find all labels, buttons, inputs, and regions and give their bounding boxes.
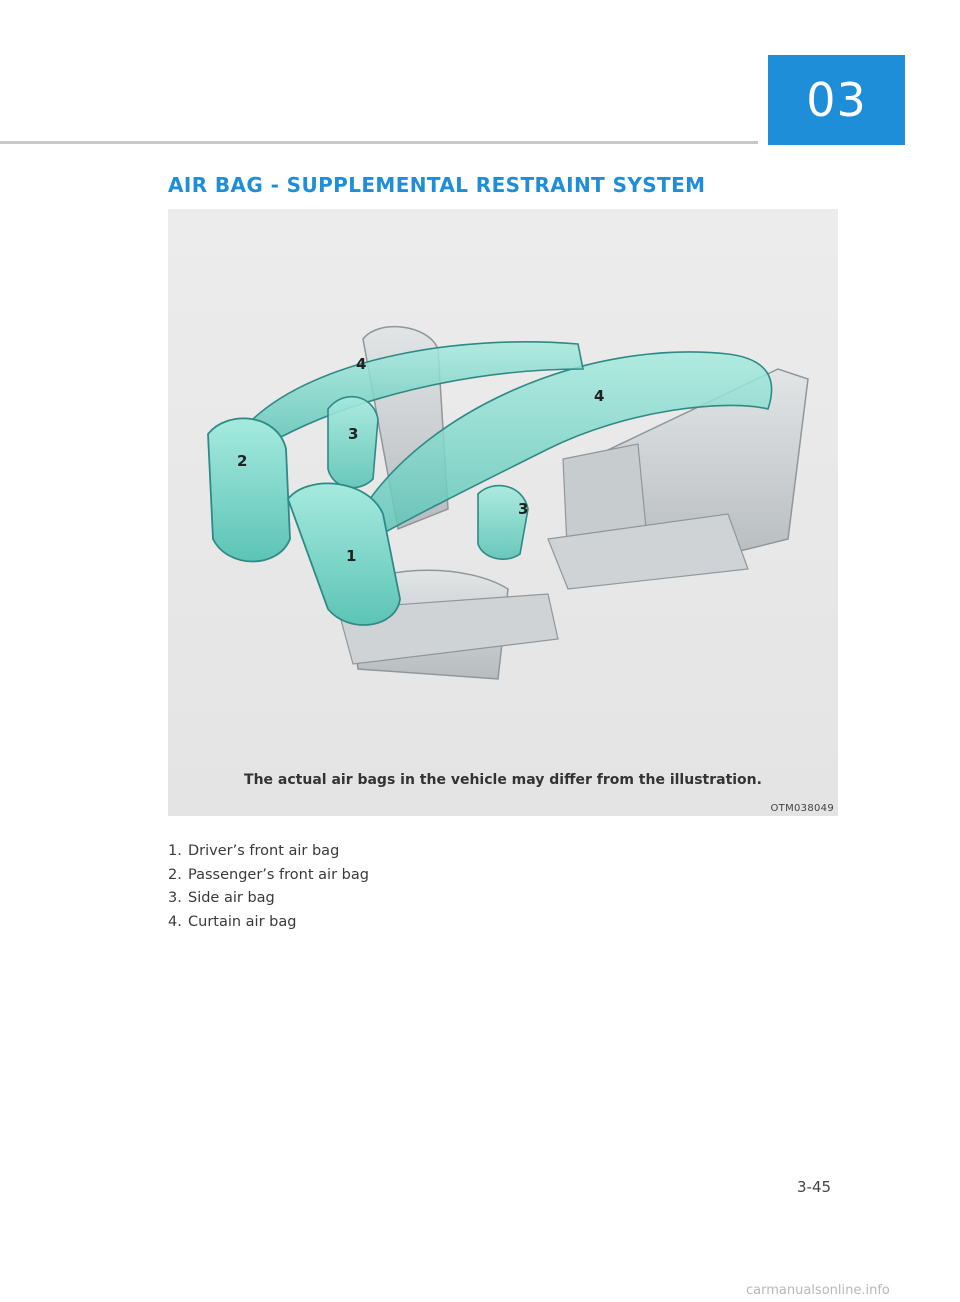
header-rule <box>0 141 758 144</box>
list-item-label: Passenger’s front air bag <box>188 866 369 883</box>
list-item <box>168 887 369 911</box>
figure-code: OTM038049 <box>770 803 834 814</box>
watermark: carmanualsonline.info <box>746 1283 890 1298</box>
list-item-number: 3. <box>168 890 182 906</box>
callout-curtain-right: 4 <box>594 387 605 405</box>
callout-side-rear: 3 <box>518 500 529 518</box>
side-airbag-rear <box>478 486 528 560</box>
callout-curtain-left: 4 <box>356 355 367 373</box>
callout-side-front: 3 <box>348 425 359 443</box>
list-item-label: Curtain air bag <box>188 913 297 930</box>
list-item-number: 4. <box>168 913 182 930</box>
airbag-legend <box>168 840 369 934</box>
section-title: AIR BAG - SUPPLEMENTAL RESTRAINT SYSTEM <box>168 173 706 197</box>
callout-driver: 1 <box>346 547 357 565</box>
passenger-front-airbag <box>208 418 290 561</box>
list-item <box>168 840 369 864</box>
figure-caption: The actual air bags in the vehicle may differ from the illustration. <box>244 772 762 788</box>
airbag-illustration <box>168 209 838 816</box>
airbag-illustration-drawing <box>168 209 838 816</box>
list-item-number: 2. <box>168 866 182 883</box>
chapter-tab: 03 <box>768 55 905 145</box>
list-item-number: 1. <box>168 843 182 859</box>
page-number: 3-45 <box>797 1178 832 1196</box>
list-item-label: Driver’s front air bag <box>188 843 340 859</box>
callout-passenger: 2 <box>237 452 248 470</box>
list-item <box>168 911 369 935</box>
list-item-label: Side air bag <box>188 890 275 906</box>
list-item <box>168 864 369 888</box>
